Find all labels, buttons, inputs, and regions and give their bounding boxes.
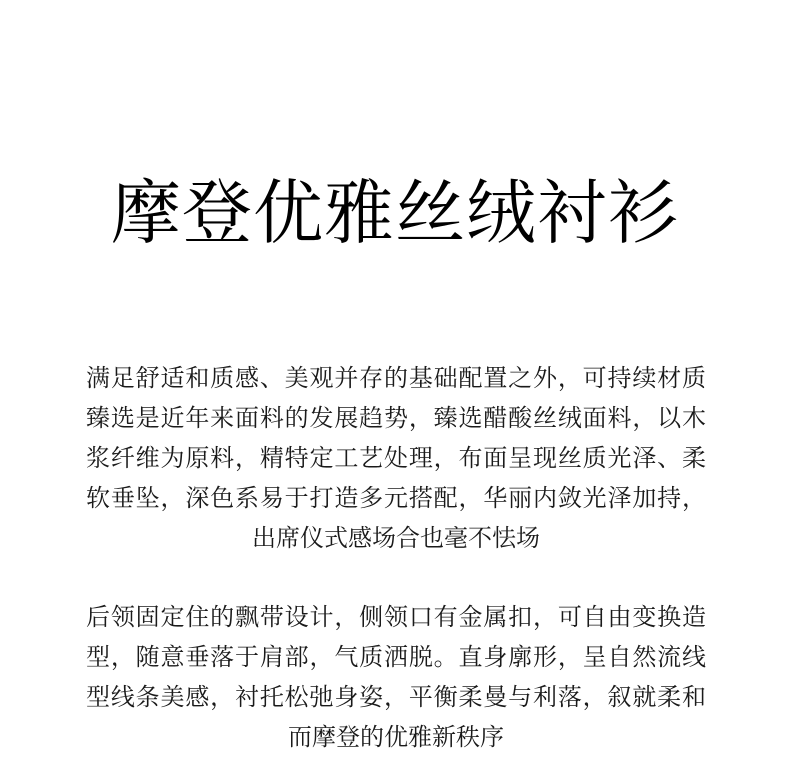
description-paragraph-fabric: 满足舒适和质感、美观并存的基础配置之外，可持续材质臻选是近年来面料的发展趋势，臻选醋酸丝绒面料，以木浆纤维为原料，精特定工艺处理，布面呈现丝质光泽、柔软垂坠，深色系易于打造多元搭配，华丽内敛光泽加持，出席仪式感场合也毫不怯场	[86, 364, 706, 552]
page-title: 摩登优雅丝绒衬衫	[111, 172, 679, 254]
description-paragraph-design: 后领固定住的飘带设计，侧领口有金属扣，可自由变换造型，随意垂落于肩部，气质洒脱。直身廓形，呈自然流线型线条美感，衬托松弛身姿，平衡柔曼与利落，叙就柔和而摩登的优雅新秩序	[86, 603, 706, 751]
